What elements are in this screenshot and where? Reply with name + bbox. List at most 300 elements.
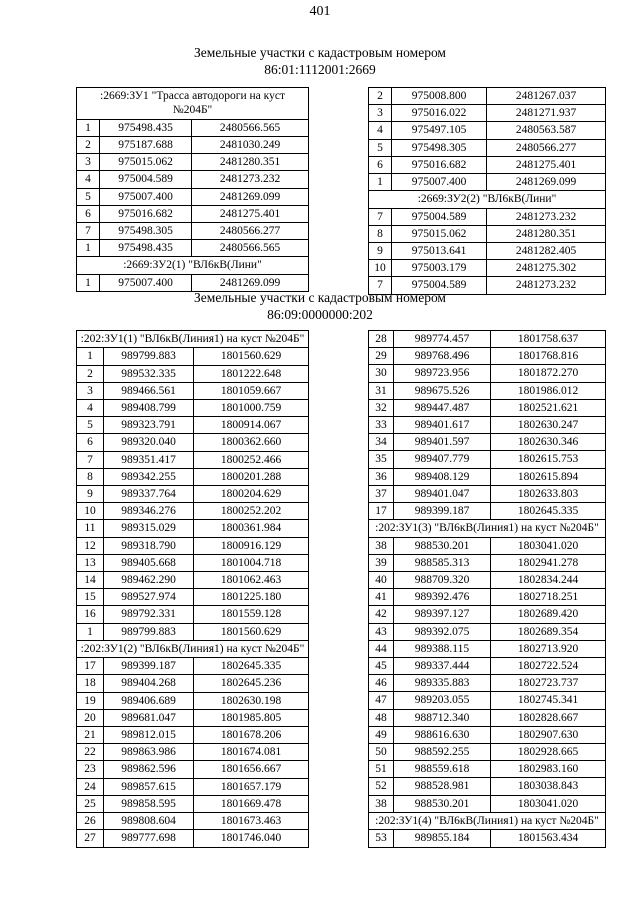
table-row [77, 468, 309, 485]
table-row [369, 709, 606, 726]
point-number: 31 [369, 382, 394, 399]
coord-x: 975497.105 [392, 122, 487, 139]
group-caption: :202:ЗУ1(3) "ВЛ6кВ(Линия1) на куст №204Б" [369, 520, 606, 537]
coord-y: 1802718.251 [491, 589, 606, 606]
coord-x: 989799.883 [104, 623, 194, 640]
coord-y: 1801560.629 [194, 348, 309, 365]
coord-x: 989401.617 [394, 417, 491, 434]
coord-x: 989799.883 [104, 348, 194, 365]
point-number: 5 [369, 139, 392, 156]
point-number: 33 [369, 417, 394, 434]
point-number: 24 [77, 778, 104, 795]
coord-y: 2480566.277 [192, 223, 309, 240]
coord-y: 1802630.346 [491, 434, 606, 451]
table-row [77, 744, 309, 761]
table-row [369, 174, 606, 191]
coord-y: 1802907.630 [491, 726, 606, 743]
coord-y: 1800916.129 [194, 537, 309, 554]
coord-y: 1800252.202 [194, 503, 309, 520]
coord-y: 1801768.816 [491, 348, 606, 365]
coord-y: 1800361.984 [194, 520, 309, 537]
table-row [369, 331, 606, 348]
point-number: 7 [77, 451, 104, 468]
coord-x: 989320.040 [104, 434, 194, 451]
coord-x: 989401.597 [394, 434, 491, 451]
coord-y: 2481271.937 [487, 105, 606, 122]
coord-x: 989723.956 [394, 365, 491, 382]
table-row [77, 171, 309, 188]
point-number: 27 [77, 830, 104, 847]
table-row [369, 105, 606, 122]
coord-y: 1801673.463 [194, 813, 309, 830]
coord-y: 1802745.341 [491, 692, 606, 709]
coord-x: 975498.305 [392, 139, 487, 156]
point-number: 4 [77, 171, 100, 188]
point-number: 5 [77, 417, 104, 434]
coord-x: 989392.476 [394, 589, 491, 606]
coord-y: 1801678.206 [194, 727, 309, 744]
coord-y: 1802630.198 [194, 692, 309, 709]
point-number: 38 [369, 537, 394, 554]
table-row [77, 382, 309, 399]
section2-left-table [76, 330, 309, 848]
coord-x: 989681.047 [104, 709, 194, 726]
coord-x: 988709.320 [394, 572, 491, 589]
coord-x: 975498.435 [100, 119, 192, 136]
coord-y: 2481273.232 [487, 208, 606, 225]
group-caption: :2669:ЗУ2(1) "ВЛ6кВ(Лини" [77, 257, 309, 274]
coord-x: 988585.313 [394, 554, 491, 571]
group-caption: :202:ЗУ1(2) "ВЛ6кВ(Линия1) на куст №204Б" [77, 640, 309, 657]
point-number: 22 [77, 744, 104, 761]
coord-y: 2480563.587 [487, 122, 606, 139]
coord-x: 989335.883 [394, 675, 491, 692]
coord-x: 989527.974 [104, 589, 194, 606]
point-number: 8 [369, 225, 392, 242]
point-number: 3 [77, 154, 100, 171]
coord-y: 2480566.565 [192, 240, 309, 257]
table-row [369, 88, 606, 105]
coord-x: 989401.047 [394, 485, 491, 502]
coord-x: 988530.201 [394, 537, 491, 554]
coord-x: 989388.115 [394, 640, 491, 657]
coord-y: 1800204.629 [194, 486, 309, 503]
coord-x: 989407.779 [394, 451, 491, 468]
coord-y: 2481269.099 [487, 174, 606, 191]
point-number: 1 [77, 348, 104, 365]
table-row [369, 606, 606, 623]
table-row [77, 709, 309, 726]
point-number: 28 [369, 331, 394, 348]
point-number: 2 [369, 88, 392, 105]
coord-y: 2481269.099 [192, 188, 309, 205]
point-number: 6 [77, 434, 104, 451]
table-row [77, 589, 309, 606]
coord-y: 2480566.565 [192, 119, 309, 136]
coord-x: 975007.400 [100, 188, 192, 205]
table-row [369, 208, 606, 225]
coord-y: 1802615.753 [491, 451, 606, 468]
point-number: 51 [369, 761, 394, 778]
coord-x: 975016.682 [392, 156, 487, 173]
table-row [77, 606, 309, 623]
coord-y: 1803041.020 [491, 795, 606, 812]
coord-x: 988712.340 [394, 709, 491, 726]
table-row [77, 137, 309, 154]
coord-y: 1800914.067 [194, 417, 309, 434]
table-row [77, 572, 309, 589]
table-row [369, 434, 606, 451]
section1-heading [0, 44, 640, 78]
coord-x: 975004.589 [100, 171, 192, 188]
coord-y: 1801225.180 [194, 589, 309, 606]
table-row [369, 156, 606, 173]
coord-x: 989337.444 [394, 658, 491, 675]
coord-x: 989812.015 [104, 727, 194, 744]
coord-y: 1802928.665 [491, 744, 606, 761]
point-number: 17 [369, 503, 394, 520]
coord-y: 1803041.020 [491, 537, 606, 554]
point-number: 4 [77, 400, 104, 417]
table-row [369, 417, 606, 434]
point-number: 13 [77, 554, 104, 571]
point-number: 38 [369, 795, 394, 812]
point-number: 52 [369, 778, 394, 795]
coord-y: 1802722.524 [491, 658, 606, 675]
point-number: 36 [369, 468, 394, 485]
coord-x: 989855.184 [394, 830, 491, 847]
point-number: 44 [369, 640, 394, 657]
coord-y: 1801559.128 [194, 606, 309, 623]
coord-y: 1802689.354 [491, 623, 606, 640]
group-caption: :202:ЗУ1(1) "ВЛ6кВ(Линия1) на куст №204Б" [77, 331, 309, 348]
coord-y: 1802630.247 [491, 417, 606, 434]
coord-x: 975016.022 [392, 105, 487, 122]
table-row [369, 554, 606, 571]
table-row [77, 223, 309, 240]
table-row [369, 399, 606, 416]
table-row [369, 260, 606, 277]
point-number: 23 [77, 761, 104, 778]
coord-x: 989768.496 [394, 348, 491, 365]
group-caption-row [369, 812, 606, 829]
coord-y: 2481267.037 [487, 88, 606, 105]
table-row [77, 795, 309, 812]
coord-x: 989337.764 [104, 486, 194, 503]
point-number: 32 [369, 399, 394, 416]
point-number: 10 [369, 260, 392, 277]
table-row [77, 761, 309, 778]
point-number: 25 [77, 795, 104, 812]
table-row [369, 658, 606, 675]
point-number: 21 [77, 727, 104, 744]
coord-x: 989675.526 [394, 382, 491, 399]
point-number: 6 [369, 156, 392, 173]
coord-x: 989351.417 [104, 451, 194, 468]
table-row [369, 744, 606, 761]
group-caption-row [77, 88, 309, 120]
coord-y: 1801062.463 [194, 572, 309, 589]
table-row [77, 240, 309, 257]
group-caption-row [77, 257, 309, 274]
table-row [369, 382, 606, 399]
coord-y: 2481269.099 [192, 274, 309, 291]
coord-x: 975008.800 [392, 88, 487, 105]
coord-x: 989863.986 [104, 744, 194, 761]
coord-y: 1802645.335 [491, 503, 606, 520]
table-row [77, 503, 309, 520]
coord-x: 989203.055 [394, 692, 491, 709]
coord-x: 989397.127 [394, 606, 491, 623]
group-caption-row [369, 191, 606, 208]
coord-y: 1801222.648 [194, 365, 309, 382]
coord-y: 2481280.351 [487, 225, 606, 242]
coord-y: 1802983.160 [491, 761, 606, 778]
point-number: 7 [369, 277, 392, 294]
table-row [369, 451, 606, 468]
point-number: 20 [77, 709, 104, 726]
coord-x: 989318.790 [104, 537, 194, 554]
coord-x: 989404.268 [104, 675, 194, 692]
table-row [77, 692, 309, 709]
coord-y: 1802645.236 [194, 675, 309, 692]
table-row [77, 400, 309, 417]
table-row [369, 572, 606, 589]
point-number: 9 [369, 243, 392, 260]
table-row [369, 503, 606, 520]
coord-x: 989392.075 [394, 623, 491, 640]
point-number: 1 [369, 174, 392, 191]
table-row [369, 778, 606, 795]
table-row [77, 675, 309, 692]
coord-x: 989462.290 [104, 572, 194, 589]
coord-x: 989774.457 [394, 331, 491, 348]
coord-x: 975004.589 [392, 208, 487, 225]
table-row [369, 468, 606, 485]
point-number: 1 [77, 119, 100, 136]
coord-y: 2480566.277 [487, 139, 606, 156]
coord-y: 1800201.288 [194, 468, 309, 485]
point-number: 7 [77, 223, 100, 240]
coord-y: 1801000.759 [194, 400, 309, 417]
coord-x: 988559.618 [394, 761, 491, 778]
coord-x: 988592.255 [394, 744, 491, 761]
table-row [369, 640, 606, 657]
coord-x: 989342.255 [104, 468, 194, 485]
table-row [77, 554, 309, 571]
coord-y: 1802723.737 [491, 675, 606, 692]
coord-y: 1801059.667 [194, 382, 309, 399]
table-row [369, 589, 606, 606]
coord-y: 1801656.667 [194, 761, 309, 778]
coord-x: 975003.179 [392, 260, 487, 277]
coord-x: 975498.435 [100, 240, 192, 257]
group-caption-row [369, 520, 606, 537]
point-number: 18 [77, 675, 104, 692]
point-number: 34 [369, 434, 394, 451]
coord-y: 1801985.805 [194, 709, 309, 726]
table-row [77, 451, 309, 468]
coord-x: 988528.981 [394, 778, 491, 795]
coord-x: 975007.400 [100, 274, 192, 291]
coord-y: 1801669.478 [194, 795, 309, 812]
point-number: 9 [77, 486, 104, 503]
point-number: 5 [77, 188, 100, 205]
point-number: 17 [77, 658, 104, 675]
point-number: 1 [77, 274, 100, 291]
table-row [77, 486, 309, 503]
table-row [369, 537, 606, 554]
coord-x: 989858.595 [104, 795, 194, 812]
table-row [369, 139, 606, 156]
point-number: 47 [369, 692, 394, 709]
group-caption: :2669:ЗУ1 "Трасса автодороги на куст №204Б" [77, 88, 309, 120]
table-row [369, 726, 606, 743]
point-number: 41 [369, 589, 394, 606]
section1-left-table [76, 87, 309, 292]
coord-y: 1802633.803 [491, 485, 606, 502]
table-row [369, 830, 606, 847]
table-row [369, 348, 606, 365]
coord-x: 988616.630 [394, 726, 491, 743]
coord-y: 1801657.179 [194, 778, 309, 795]
point-number: 4 [369, 122, 392, 139]
point-number: 8 [77, 468, 104, 485]
table-row [369, 675, 606, 692]
point-number: 3 [369, 105, 392, 122]
coord-y: 1802645.335 [194, 658, 309, 675]
table-row [77, 813, 309, 830]
section1-right-table [368, 87, 606, 295]
group-caption: :2669:ЗУ2(2) "ВЛ6кВ(Лини" [369, 191, 606, 208]
coord-y: 1800252.466 [194, 451, 309, 468]
page-number: 401 [309, 4, 331, 19]
point-number: 7 [369, 208, 392, 225]
coord-x: 975016.682 [100, 205, 192, 222]
point-number: 2 [77, 137, 100, 154]
table-row [77, 778, 309, 795]
point-number: 16 [77, 606, 104, 623]
point-number: 30 [369, 365, 394, 382]
point-number: 45 [369, 658, 394, 675]
coord-y: 2481280.351 [192, 154, 309, 171]
section2-cadastral-number: 86:09:0000000:202 [267, 307, 373, 322]
coord-y: 2481275.401 [192, 205, 309, 222]
coord-x: 989405.668 [104, 554, 194, 571]
coord-x: 975007.400 [392, 174, 487, 191]
table-row [369, 243, 606, 260]
section1-heading-line1: Земельные участки с кадастровым номером [194, 45, 446, 60]
coord-x: 989862.596 [104, 761, 194, 778]
coord-x: 989315.029 [104, 520, 194, 537]
point-number: 39 [369, 554, 394, 571]
coord-x: 988530.201 [394, 795, 491, 812]
point-number: 42 [369, 606, 394, 623]
table-row [77, 727, 309, 744]
table-row [77, 154, 309, 171]
point-number: 15 [77, 589, 104, 606]
coord-y: 1801674.081 [194, 744, 309, 761]
coord-y: 1802941.278 [491, 554, 606, 571]
point-number: 53 [369, 830, 394, 847]
coord-x: 975013.641 [392, 243, 487, 260]
coord-x: 975187.688 [100, 137, 192, 154]
point-number: 10 [77, 503, 104, 520]
table-row [77, 348, 309, 365]
point-number: 48 [369, 709, 394, 726]
point-number: 2 [77, 365, 104, 382]
point-number: 46 [369, 675, 394, 692]
point-number: 1 [77, 240, 100, 257]
table-row [369, 122, 606, 139]
point-number: 26 [77, 813, 104, 830]
coord-x: 975015.062 [100, 154, 192, 171]
point-number: 43 [369, 623, 394, 640]
coord-x: 989532.335 [104, 365, 194, 382]
table-row [369, 225, 606, 242]
point-number: 40 [369, 572, 394, 589]
coord-x: 989808.604 [104, 813, 194, 830]
coord-y: 1802615.894 [491, 468, 606, 485]
coord-x: 989399.187 [394, 503, 491, 520]
coord-y: 1801560.629 [194, 623, 309, 640]
point-number: 14 [77, 572, 104, 589]
coord-y: 1801758.637 [491, 331, 606, 348]
table-row [77, 434, 309, 451]
coord-y: 1803038.843 [491, 778, 606, 795]
coord-y: 2481275.302 [487, 260, 606, 277]
point-number: 29 [369, 348, 394, 365]
coord-x: 989323.791 [104, 417, 194, 434]
table-row [77, 205, 309, 222]
coord-x: 989466.561 [104, 382, 194, 399]
coord-y: 1800362.660 [194, 434, 309, 451]
point-number: 49 [369, 726, 394, 743]
coord-y: 1802834.244 [491, 572, 606, 589]
coord-y: 2481273.232 [192, 171, 309, 188]
coord-x: 975498.305 [100, 223, 192, 240]
coord-x: 989777.698 [104, 830, 194, 847]
table-row [369, 795, 606, 812]
coord-x: 989408.129 [394, 468, 491, 485]
coord-x: 989447.487 [394, 399, 491, 416]
coord-y: 1802521.621 [491, 399, 606, 416]
point-number: 12 [77, 537, 104, 554]
coord-y: 1801746.040 [194, 830, 309, 847]
table-row [369, 365, 606, 382]
group-caption-row [77, 640, 309, 657]
table-row [77, 623, 309, 640]
section2-heading [0, 289, 640, 323]
table-row [369, 692, 606, 709]
coord-x: 989857.615 [104, 778, 194, 795]
point-number: 37 [369, 485, 394, 502]
table-row [77, 658, 309, 675]
point-number: 3 [77, 382, 104, 399]
table-row [77, 365, 309, 382]
section1-cadastral-number: 86:01:1112001:2669 [264, 62, 376, 77]
table-row [77, 830, 309, 847]
table-row [369, 485, 606, 502]
point-number: 1 [77, 623, 104, 640]
coord-y: 2481282.405 [487, 243, 606, 260]
coord-x: 975004.589 [392, 277, 487, 294]
point-number: 19 [77, 692, 104, 709]
coord-y: 1801563.434 [491, 830, 606, 847]
coord-y: 2481030.249 [192, 137, 309, 154]
coord-y: 1802713.920 [491, 640, 606, 657]
coord-y: 1801986.012 [491, 382, 606, 399]
